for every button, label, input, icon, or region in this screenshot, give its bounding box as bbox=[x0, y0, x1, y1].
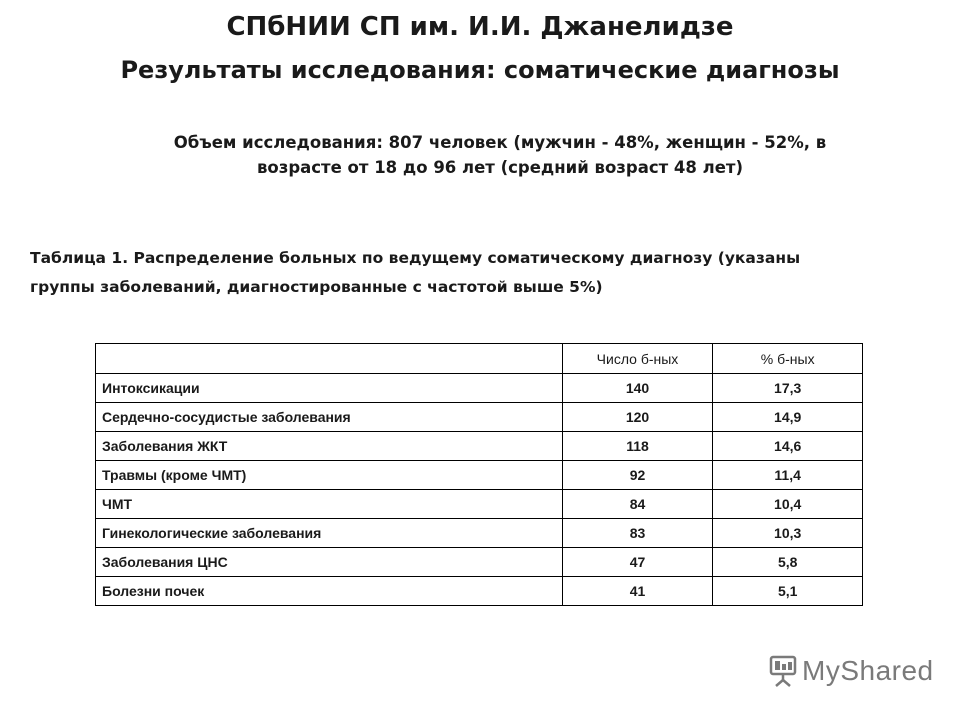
row-percent: 14,9 bbox=[713, 403, 863, 432]
page-subtitle: Результаты исследования: соматические диагнозы bbox=[120, 56, 840, 84]
table-header-row bbox=[96, 344, 863, 374]
study-summary-line2: возрасте от 18 до 96 лет (средний возраст 48 лет) bbox=[256, 158, 744, 177]
table-row bbox=[96, 577, 863, 606]
table-row bbox=[96, 548, 863, 577]
table-caption-line2: группы заболеваний, диагностированные с частотой выше 5%) bbox=[30, 278, 603, 296]
row-name: ЧМТ bbox=[96, 490, 563, 519]
row-percent: 17,3 bbox=[713, 374, 863, 403]
row-count: 140 bbox=[562, 374, 713, 403]
row-percent: 14,6 bbox=[713, 432, 863, 461]
row-count: 118 bbox=[562, 432, 713, 461]
row-count: 83 bbox=[562, 519, 713, 548]
column-header-percent: % б-ных bbox=[713, 344, 863, 374]
row-count: 47 bbox=[562, 548, 713, 577]
row-count: 120 bbox=[562, 403, 713, 432]
row-name: Заболевания ЦНС bbox=[96, 548, 563, 577]
row-percent: 10,3 bbox=[713, 519, 863, 548]
row-name: Гинекологические заболевания bbox=[96, 519, 563, 548]
column-header-name bbox=[96, 344, 563, 374]
row-count: 84 bbox=[562, 490, 713, 519]
column-header-count: Число б-ных bbox=[562, 344, 713, 374]
table-caption-line1: Таблица 1. Распределение больных по ведущему соматическому диагнозу (указаны bbox=[30, 249, 801, 267]
row-name: Интоксикации bbox=[96, 374, 563, 403]
table-row bbox=[96, 374, 863, 403]
table-caption bbox=[30, 244, 930, 302]
presentation-board-icon bbox=[768, 654, 798, 688]
table-row bbox=[96, 519, 863, 548]
watermark-text: MyShared bbox=[802, 655, 934, 686]
study-summary bbox=[60, 130, 940, 180]
table-row bbox=[96, 403, 863, 432]
row-count: 92 bbox=[562, 461, 713, 490]
diagnosis-table bbox=[95, 343, 863, 606]
study-summary-line1: Объем исследования: 807 человек (мужчин - 48%, женщин - 52%, в bbox=[173, 133, 827, 152]
table-row bbox=[96, 490, 863, 519]
row-percent: 5,1 bbox=[713, 577, 863, 606]
row-count: 41 bbox=[562, 577, 713, 606]
row-percent: 5,8 bbox=[713, 548, 863, 577]
row-percent: 11,4 bbox=[713, 461, 863, 490]
row-name: Заболевания ЖКТ bbox=[96, 432, 563, 461]
row-name: Травмы (кроме ЧМТ) bbox=[96, 461, 563, 490]
row-percent: 10,4 bbox=[713, 490, 863, 519]
page-title: СПбНИИ СП им. И.И. Джанелидзе bbox=[226, 12, 734, 42]
watermark bbox=[768, 654, 934, 688]
table-row bbox=[96, 461, 863, 490]
row-name: Сердечно-сосудистые заболевания bbox=[96, 403, 563, 432]
row-name: Болезни почек bbox=[96, 577, 563, 606]
table-row bbox=[96, 432, 863, 461]
